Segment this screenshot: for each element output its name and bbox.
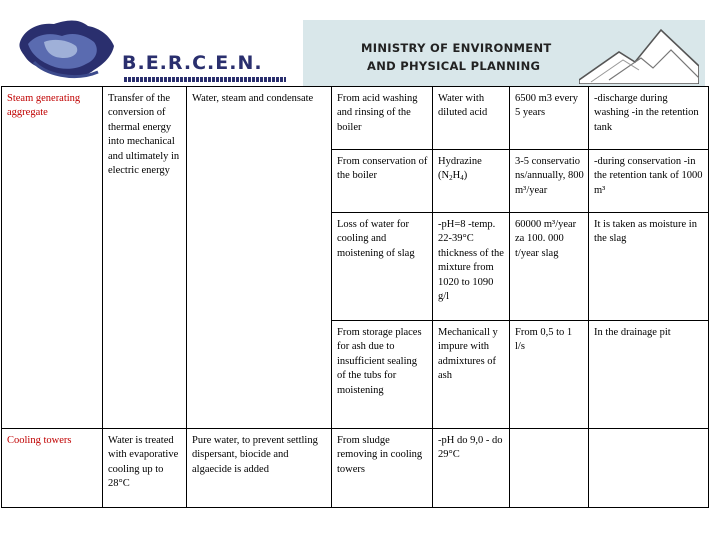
cell-medium-cooling: Pure water, to prevent settling dispersant, biocide and algaecide is added: [187, 429, 332, 508]
cell-quantity: 3-5 conservatio ns/annually, 800 m³/year: [510, 150, 589, 213]
cell-composition: Hydrazine $(N_2H_4)$: [433, 150, 510, 213]
cell-origin: Loss of water for cooling and moistening of slag: [332, 213, 433, 321]
cell-quantity: From 0,5 to 1 l/s: [510, 321, 589, 429]
cell-source-cooling: Cooling towers: [2, 429, 103, 508]
cell-composition: Mechanicall y impure with admixtures of ash: [433, 321, 510, 429]
cell-discharge: [589, 429, 709, 508]
ministry-line-2: AND PHYSICAL PLANNING: [367, 59, 541, 73]
cell-medium-steam: Water, steam and condensate: [187, 87, 332, 429]
cell-quantity: [510, 429, 589, 508]
cell-source-steam: Steam generating aggregate: [2, 87, 103, 429]
ministry-line-1: MINISTRY OF ENVIRONMENT: [361, 41, 552, 55]
cell-origin: From conservation of the boiler: [332, 150, 433, 213]
cell-discharge: -during conservation -in the retention tank of 1000 m³: [589, 150, 709, 213]
mountain-icon: [579, 22, 699, 84]
table-row: [2, 429, 709, 508]
cell-origin: From acid washing and rinsing of the boiler: [332, 87, 433, 150]
cell-origin: From sludge removing in cooling towers: [332, 429, 433, 508]
cell-composition: -pH do 9,0 - do 29°C: [433, 429, 510, 508]
bercen-logo: [4, 12, 294, 86]
balkan-map-icon: [14, 12, 122, 84]
cell-process-cooling: Water is treated with evaporative cooling up to 28°C: [103, 429, 187, 508]
logo-subtitle-stripe: [124, 77, 286, 82]
cell-discharge: It is taken as moisture in the slag: [589, 213, 709, 321]
cell-composition: Water with diluted acid: [433, 87, 510, 150]
cell-origin: From storage places for ash due to insufficient sealing of the tubs for moistening: [332, 321, 433, 429]
cell-discharge: In the drainage pit: [589, 321, 709, 429]
cell-quantity: 60000 m³/year za 100. 000 t/year slag: [510, 213, 589, 321]
wastewater-table: [1, 86, 709, 508]
cell-composition: -pH=8 -temp. 22-39°C thickness of the mixture from 1020 to 1090 g/l: [433, 213, 510, 321]
logo-text: B.E.R.C.E.N.: [122, 52, 263, 74]
ministry-banner: [303, 20, 705, 86]
cell-process-steam: Transfer of the conversion of thermal energy into mechanical and ultimately in electric energy: [103, 87, 187, 429]
table-row: [2, 87, 709, 150]
cell-quantity: 6500 m3 every 5 years: [510, 87, 589, 150]
cell-discharge: -discharge during washing -in the retention tank: [589, 87, 709, 150]
